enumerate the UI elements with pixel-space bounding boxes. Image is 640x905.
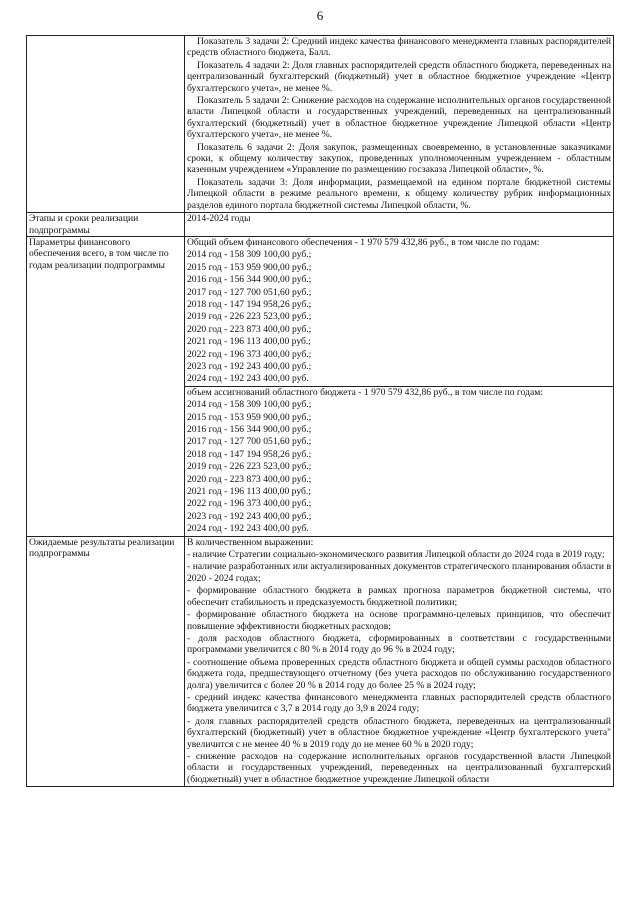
financing-year-line: 2022 год - 196 373 400,00 руб.;: [187, 348, 312, 360]
financing-row-label: Параметры финансового обеспечения всего, в том числе по годам реализации подпрограммы: [27, 236, 185, 536]
indicator-paragraph: Показатель 5 задачи 2: Снижение расходов на содержание исполнительных органов государственной власти Липецкой области и государственных учреждений, переведенных на централизованный бухгалтерский (бюджетный) учет в областное бюджетное учреждение Липецкой области «Центр бухгалтерского учета», не менее %.: [187, 95, 611, 141]
regional-year-line: 2018 год - 147 194 958,26 руб.;: [187, 448, 312, 460]
regional-year-line: 2014 год - 158 309 100,00 руб.;: [187, 399, 312, 411]
financing-year-line: 2018 год - 147 194 958,26 руб.;: [187, 298, 312, 310]
result-item: - доля расходов областного бюджета, сформированных в соответствии с государственными программами увеличится с 80 % в 2014 году до 96 % в 2024 году;: [187, 632, 611, 656]
regional-year-line: 2016 год - 156 344 900,00 руб.;: [187, 424, 312, 435]
stages-row-value: 2014-2024 годы: [185, 213, 614, 237]
result-item: - доля главных распорядителей средств областного бюджета, переведенных на централизованный бухгалтерский (бюджетный) учет в областное бюджетное учреждение «Центр бухгалтерского учета" увеличится с не менее 40 % в 2019 году до не менее 60 % в 2020 году;: [187, 715, 611, 750]
financing-year-line: 2017 год - 127 700 051,60 руб.;: [187, 286, 312, 298]
indicators-row: [27, 36, 614, 213]
financing-year-line: 2015 год - 153 959 900,00 руб.;: [187, 261, 312, 273]
financing-total-heading: Общий объем финансового обеспечения - 1 970 579 432,86 руб., в том числе по годам:: [187, 236, 540, 248]
financing-total-row: [27, 236, 614, 386]
financing-year-line: 2024 год - 192 243 400,00 руб.: [187, 373, 309, 385]
financing-regional-heading: объем ассигнований областного бюджета - 1 970 579 432,86 руб., в том числе по годам:: [187, 386, 544, 398]
result-item: - средний индекс качества финансового менеджмента главных распорядителей средств областного бюджета увеличится с 3,7 в 2014 году до 3,9 в 2024 году;: [187, 691, 611, 715]
regional-year-line: 2022 год - 196 373 400,00 руб.;: [187, 498, 312, 510]
results-heading: В количественном выражении:: [187, 536, 314, 548]
indicator-paragraph: Показатель 4 задачи 2: Доля главных распорядителей средств областного бюджета, переведенных на централизованный бухгалтерский (бюджетный) учет в областное бюджетное учреждение «Центр бухгалтерского учета», не менее %.: [187, 59, 611, 94]
indicators-row-label: [27, 36, 185, 213]
stages-row: [27, 213, 614, 237]
financing-year-line: 2023 год - 192 243 400,00 руб.;: [187, 360, 312, 372]
results-row-content: [185, 536, 614, 787]
financing-year-line: 2021 год - 196 113 400,00 руб.;: [187, 336, 311, 348]
indicator-paragraph: Показатель 6 задачи 2: Доля закупок, размещенных своевременно, в установленные заказчиками сроки, к общему количеству закупок, проведенных уполномоченным учреждением - областным казенным учреждением «Управление по размещению госзаказа Липецкой области», %.: [187, 141, 611, 176]
regional-year-line: 2020 год - 223 873 400,00 руб.;: [187, 473, 312, 485]
result-item: - снижение расходов на содержание исполнительных органов государственной власти Липецкой области и государственных учреждений, переведенных на централизованный бухгалтерский (бюджетный) учет в областное бюджетное учреждение Липецкой области: [187, 750, 611, 785]
result-item: - соотношение объема проверенных средств областного бюджета и общей суммы расходов областного бюджета года, предшествующего отчетному (без учета расходов по обслуживанию государственного долга) увеличится с более 20 % в 2014 году до более 25 % в 2024 году;: [187, 656, 611, 691]
regional-year-line: 2015 год - 153 959 900,00 руб.;: [187, 411, 312, 423]
result-item: - формирование областного бюджета в рамках прогноза параметров бюджетной системы, что обеспечит стабильность и предсказуемость бюджетной политики;: [187, 585, 611, 608]
result-item: - наличие Стратегии социально-экономического развития Липецкой области до 2024 года в 2019 году;: [187, 549, 605, 561]
regional-year-line: 2017 год - 127 700 051,60 руб.;: [187, 436, 312, 448]
results-row-label: Ожидаемые результаты реализации подпрограммы: [27, 536, 185, 787]
financing-regional-cell: [185, 386, 614, 536]
financing-year-line: 2016 год - 156 344 900,00 руб.;: [187, 274, 312, 286]
financing-year-line: 2019 год - 226 223 523,00 руб.;: [187, 311, 312, 323]
financing-total-cell: [185, 236, 614, 386]
result-item: - наличие разработанных или актуализированных документов стратегического планирования области в 2020 - 2024 годах;: [187, 561, 611, 584]
page-number: 6: [316, 8, 324, 23]
regional-year-line: 2021 год - 196 113 400,00 руб.;: [187, 486, 311, 498]
indicator-paragraph: Показатель задачи 3: Доля информации, размещаемой на едином портале бюджетной системы Липецкой области в режиме реального времени, к общему количеству рубрик информационных разделов единого портала бюджетной системы Липецкой области, %.: [187, 176, 611, 211]
results-row: [27, 536, 614, 787]
financing-year-line: 2014 год - 158 309 100,00 руб.;: [187, 249, 312, 261]
subprogram-passport-table: [26, 35, 614, 787]
indicator-paragraph: Показатель 3 задачи 2: Средний индекс качества финансового менеджмента главных распорядителей средств областного бюджета, Балл.: [187, 36, 611, 59]
result-item: - формирование областного бюджета на основе программно-целевых принципов, что обеспечит повышение эффективности бюджетных расходов;: [187, 609, 611, 632]
regional-year-line: 2023 год - 192 243 400,00 руб.;: [187, 510, 312, 522]
stages-row-label: Этапы и сроки реализации подпрограммы: [27, 213, 185, 237]
regional-year-line: 2024 год - 192 243 400,00 руб.: [187, 523, 309, 535]
regional-year-line: 2019 год - 226 223 523,00 руб.;: [187, 461, 312, 473]
indicators-row-content: [185, 36, 614, 213]
financing-year-line: 2020 год - 223 873 400,00 руб.;: [187, 323, 312, 335]
